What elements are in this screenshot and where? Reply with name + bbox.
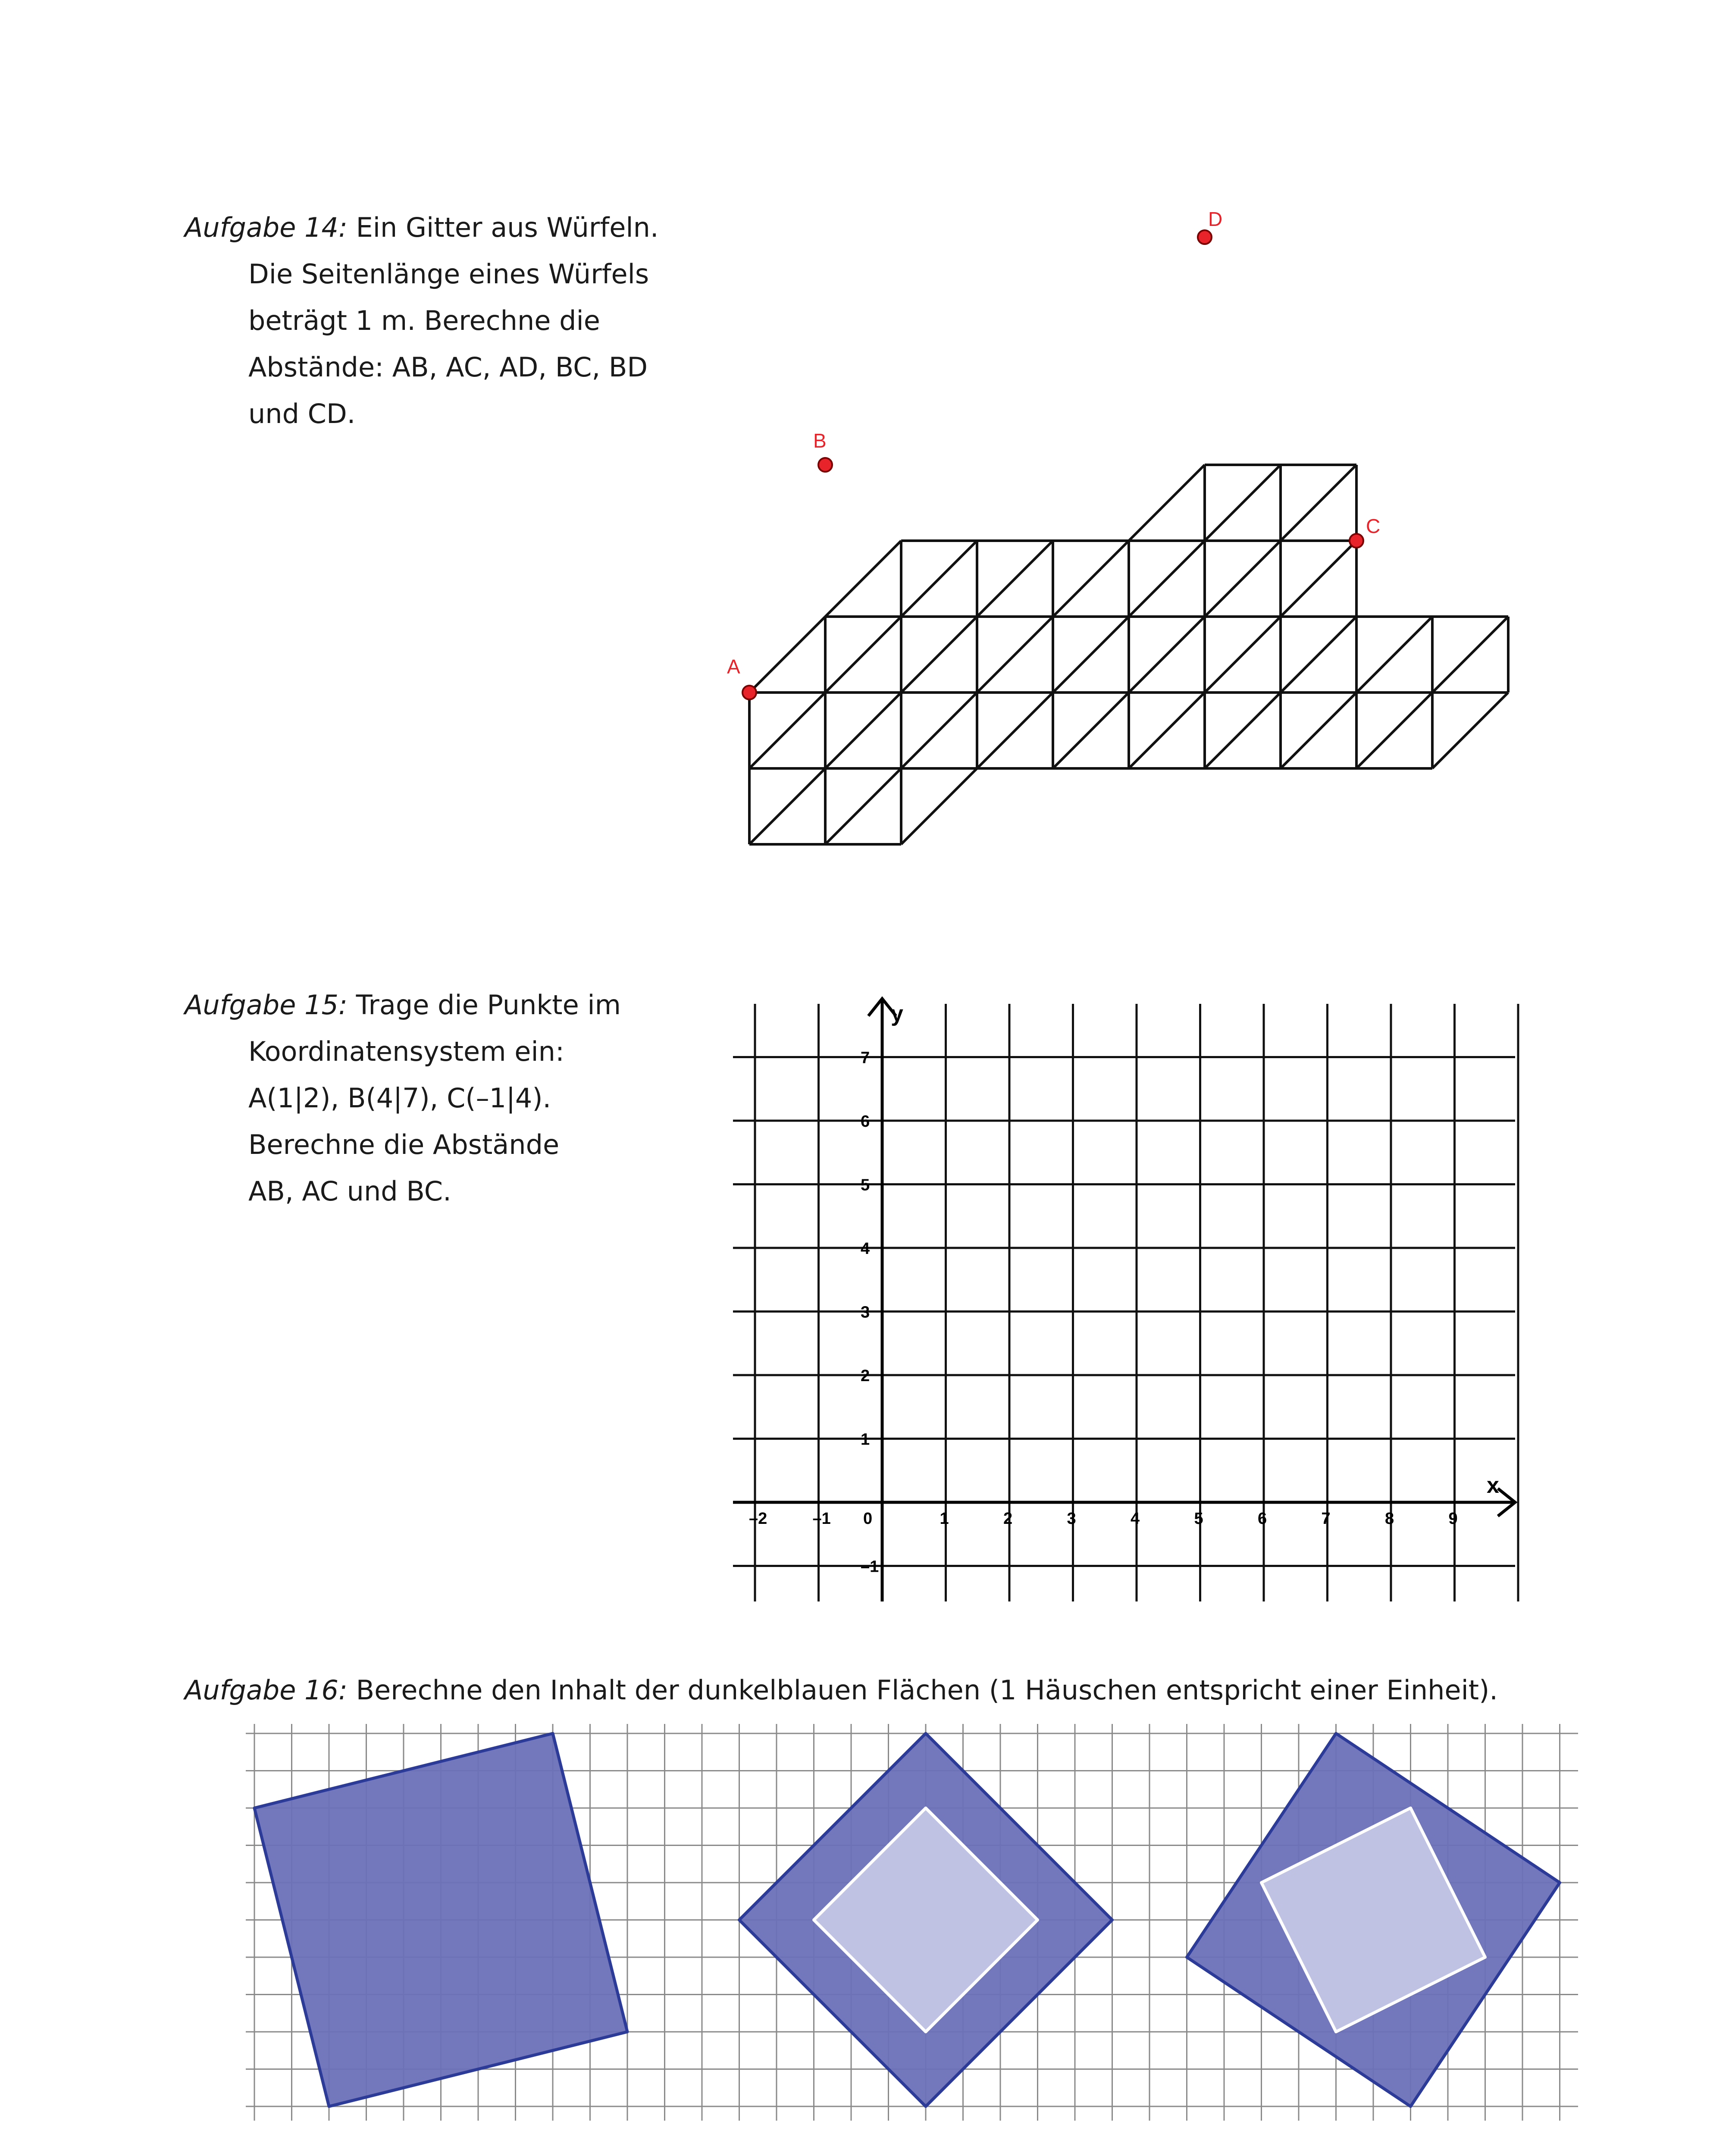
x-tick-label: 8 [1385, 1510, 1394, 1528]
point-label-b: B [813, 429, 827, 452]
task-14-line-1: Ein Gitter aus Würfeln. [356, 212, 659, 243]
y-tick-label: 3 [861, 1303, 870, 1322]
point-label-c: C [1366, 515, 1381, 537]
area-figure-1-dark [254, 1733, 627, 2106]
task-15-line-4: Berechne die Abstände [248, 1129, 560, 1160]
x-tick-label: 2 [1003, 1510, 1013, 1528]
y-tick-label: 1 [861, 1430, 870, 1449]
y-tick-label: 5 [861, 1176, 870, 1194]
task-14-line-3: beträgt 1 m. Berechne die [248, 305, 600, 336]
x-tick-label: 1 [940, 1510, 949, 1528]
task-14-line-2: Die Seitenlänge eines Würfels [248, 258, 649, 290]
x-axis-label: x [1487, 1473, 1499, 1498]
task-14-line-4: Abstände: AB, AC, AD, BC, BD [248, 351, 648, 383]
y-tick-label: 2 [861, 1367, 870, 1385]
task-14-label: Aufgabe 14: [185, 212, 348, 243]
point-label-d: D [1208, 208, 1223, 230]
x-tick-label: 4 [1131, 1510, 1140, 1528]
y-tick-label: 6 [861, 1112, 870, 1131]
task-16-label: Aufgabe 16: [185, 1674, 348, 1706]
x-tick-label: 5 [1194, 1510, 1203, 1528]
x-tick-label: –1 [812, 1510, 831, 1528]
task-15-line-1: Trage die Punkte im [356, 989, 621, 1021]
y-tick-label: 7 [861, 1049, 870, 1067]
x-tick-label: 7 [1321, 1510, 1331, 1528]
task-14-line-5: und CD. [248, 398, 356, 429]
task-15-line-3: A(1|2), B(4|7), C(–1|4). [248, 1082, 551, 1114]
y-tick-label: –1 [861, 1557, 879, 1576]
task-15-label: Aufgabe 15: [185, 989, 348, 1021]
x-tick-label: 0 [863, 1510, 873, 1528]
point-label-a: A [727, 655, 740, 678]
task-15-line-2: Koordinatensystem ein: [248, 1036, 564, 1067]
task-15-line-5: AB, AC und BC. [248, 1175, 451, 1207]
x-tick-label: 6 [1258, 1510, 1267, 1528]
y-tick-label: 4 [861, 1240, 870, 1258]
x-tick-label: 9 [1448, 1510, 1458, 1528]
task-16-text: Berechne den Inhalt der dunkelblauen Flächen (1 Häuschen entspricht einer Einheit). [356, 1674, 1498, 1706]
area-shapes [254, 1733, 1560, 2106]
x-tick-label: 3 [1067, 1510, 1076, 1528]
y-axis-label: y [891, 1001, 903, 1026]
x-tick-label: –2 [749, 1510, 767, 1528]
